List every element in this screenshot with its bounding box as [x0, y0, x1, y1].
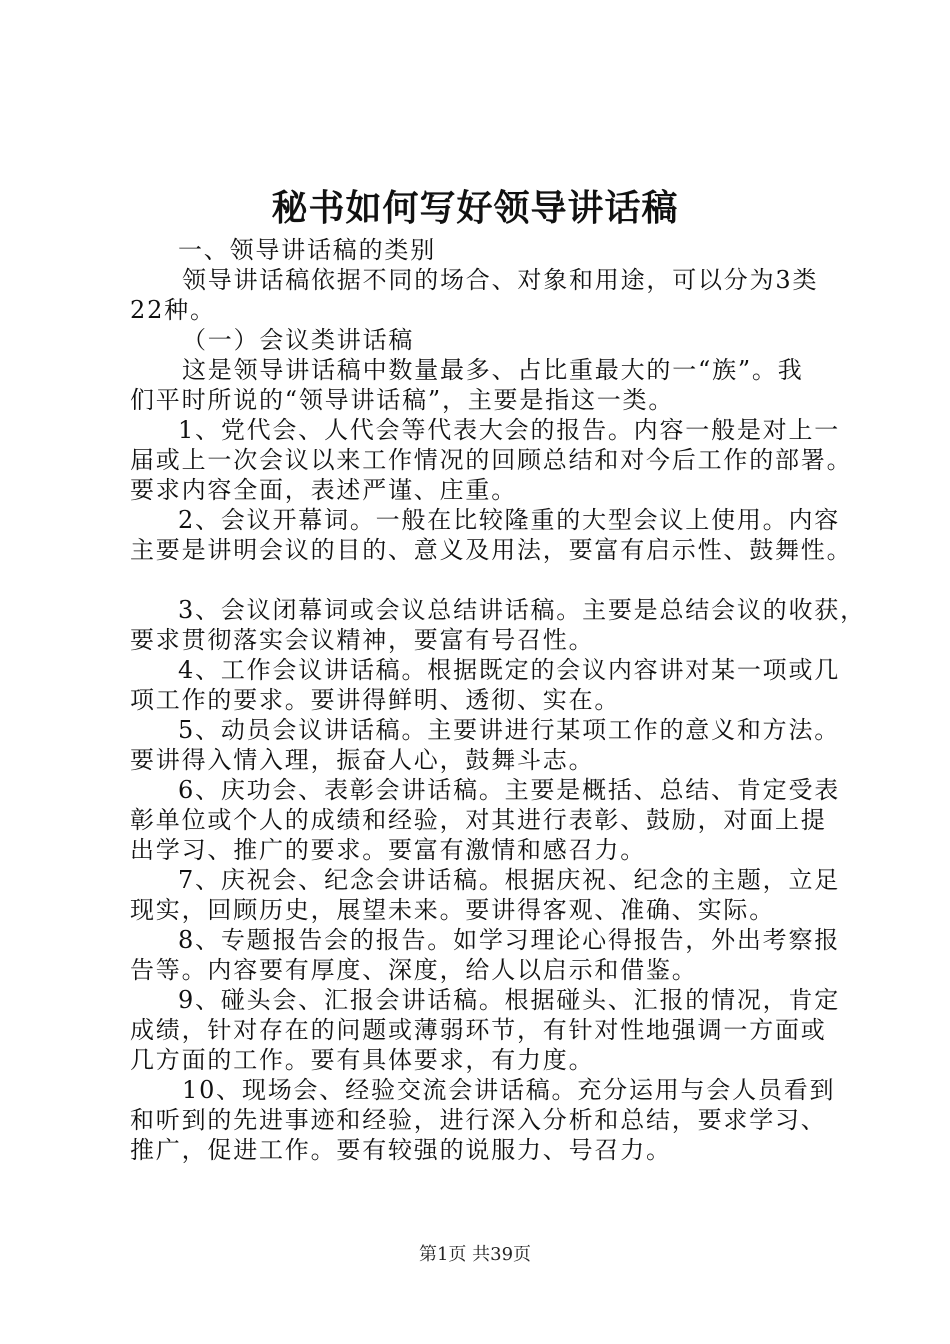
list-item-line: 7、庆祝会、纪念会讲话稿。根据庆祝、纪念的主题，立足 — [178, 866, 841, 894]
list-item-line: 10、现场会、经验交流会讲话稿。充分运用与会人员看到 — [182, 1076, 836, 1104]
list-item-line: 几方面的工作。要有具体要求，有力度。 — [130, 1046, 595, 1074]
paragraph-line: 22种。 — [130, 296, 216, 324]
list-item-line: 出学习、推广的要求。要富有激情和感召力。 — [130, 836, 646, 864]
list-item-line: 要求内容全面，表述严谨、庄重。 — [130, 476, 517, 504]
document-body — [130, 235, 866, 1165]
list-item-line: 要讲得入情入理，振奋人心，鼓舞斗志。 — [130, 746, 595, 774]
list-item-line: 9、碰头会、汇报会讲话稿。根据碰头、汇报的情况，肯定 — [178, 986, 841, 1014]
list-item-line: 推广，促进工作。要有较强的说服力、号召力。 — [130, 1136, 672, 1164]
list-item-line: 6、庆功会、表彰会讲话稿。主要是概括、总结、肯定受表 — [178, 776, 841, 804]
list-item-line: 彰单位或个人的成绩和经验，对其进行表彰、鼓励，对面上提 — [130, 806, 827, 834]
list-item-line: 现实，回顾历史，展望未来。要讲得客观、准确、实际。 — [130, 896, 775, 924]
paragraph-line: 们平时所说的“领导讲话稿”，主要是指这一类。 — [130, 386, 675, 414]
list-item-line: 1、党代会、人代会等代表大会的报告。内容一般是对上一 — [178, 416, 841, 444]
list-item-line: 2、会议开幕词。一般在比较隆重的大型会议上使用。内容 — [178, 506, 841, 534]
list-item-line: 和听到的先进事迹和经验，进行深入分析和总结，要求学习、 — [130, 1106, 827, 1134]
page-footer: 第1页 共39页 — [418, 1244, 532, 1265]
list-item-line: 8、专题报告会的报告。如学习理论心得报告，外出考察报 — [178, 926, 841, 954]
subsection-heading: （一）会议类讲话稿 — [182, 326, 415, 354]
list-item-line: 5、动员会议讲话稿。主要讲进行某项工作的意义和方法。 — [178, 716, 841, 744]
paragraph-line: 这是领导讲话稿中数量最多、占比重最大的一“族”。我 — [182, 356, 804, 384]
list-item-line: 4、工作会议讲话稿。根据既定的会议内容讲对某一项或几 — [178, 656, 841, 684]
section-heading: 一、领导讲话稿的类别 — [178, 236, 436, 264]
list-item-line: 成绩，针对存在的问题或薄弱环节，有针对性地强调一方面或 — [130, 1016, 827, 1044]
list-item-line: 主要是讲明会议的目的、意义及用法，要富有启示性、鼓舞性。 — [130, 536, 853, 564]
paragraph-line: 领导讲话稿依据不同的场合、对象和用途，可以分为3类 — [182, 266, 819, 294]
list-item-line: 3、会议闭幕词或会议总结讲话稿。主要是总结会议的收获， — [178, 596, 866, 624]
list-item-line: 要求贯彻落实会议精神，要富有号召性。 — [130, 626, 595, 654]
document-title: 秘书如何写好领导讲话稿 — [271, 187, 679, 229]
list-item-line: 项工作的要求。要讲得鲜明、透彻、实在。 — [130, 686, 621, 714]
list-item-line: 届或上一次会议以来工作情况的回顾总结和对今后工作的部署。 — [130, 446, 853, 474]
blank-line — [130, 565, 850, 595]
list-item-line: 告等。内容要有厚度、深度，给人以启示和借鉴。 — [130, 956, 698, 984]
